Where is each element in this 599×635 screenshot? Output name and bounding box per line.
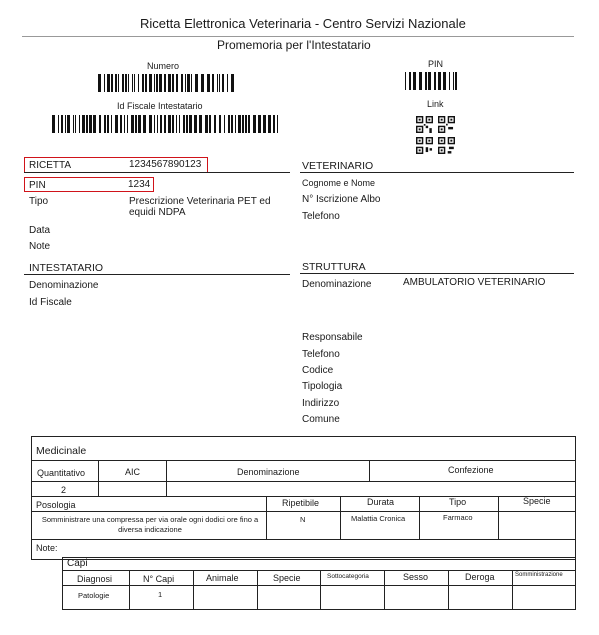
table-divider <box>31 460 576 461</box>
codice-label: Codice <box>302 365 334 376</box>
column-header-deroga: Deroga <box>465 572 495 582</box>
pin-code-label: PIN <box>428 59 444 69</box>
column-header-specie: Specie <box>273 573 301 583</box>
veterinario-underline <box>300 172 574 173</box>
link-label: Link <box>427 99 444 109</box>
column-header-durata: Durata <box>367 497 395 507</box>
table-divider <box>340 496 341 539</box>
intestatario-id-fiscale-label: Id Fiscale <box>29 297 72 308</box>
column-header-sesso: Sesso <box>403 572 429 582</box>
column-header-somministrazione: Somministrazione <box>515 572 563 578</box>
column-header-posologia: Posologia <box>36 500 76 510</box>
id-fiscale-barcode <box>52 115 280 133</box>
table-divider <box>62 585 576 586</box>
qr-code-icon <box>416 116 433 133</box>
responsabile-label: Responsabile <box>302 332 363 343</box>
tipo-value: Farmaco <box>443 513 473 522</box>
pin-barcode <box>405 72 460 90</box>
tipo-label: Tipo <box>29 196 49 207</box>
capi-outer <box>62 557 576 610</box>
table-divider <box>419 496 420 539</box>
diagnosi-value: Patologie <box>78 591 110 600</box>
veterinario-telefono-label: Telefono <box>302 211 340 222</box>
pin-value: 1234 <box>128 179 151 190</box>
header-divider <box>22 36 574 37</box>
intestatario-heading: INTESTATARIO <box>29 262 104 274</box>
struttura-telefono-label: Telefono <box>302 349 340 360</box>
durata-value: Malattia Cronica <box>351 514 406 523</box>
posologia-value: Somministrare una compressa per via orale ogni dodici ore fino a diversa indicazione <box>41 515 259 534</box>
capi-heading: Capi <box>67 558 88 569</box>
document-subtitle: Promemoria per l'Intestatario <box>217 38 371 52</box>
tipologia-label: Tipologia <box>302 381 343 392</box>
numero-label: Numero <box>147 61 180 71</box>
column-header-n-capi: N° Capi <box>143 574 175 584</box>
table-divider <box>193 570 194 610</box>
table-divider <box>31 539 576 540</box>
table-divider <box>31 511 576 512</box>
column-header-diagnosi: Diagnosi <box>77 574 113 584</box>
veterinario-heading: VETERINARIO <box>302 160 374 172</box>
table-divider <box>266 496 267 539</box>
intestatario-denominazione-label: Denominazione <box>29 280 99 291</box>
medicinale-heading: Medicinale <box>36 445 87 457</box>
table-divider <box>129 570 130 610</box>
ricetta-value: 1234567890123 <box>129 159 202 170</box>
struttura-denominazione-value: AMBULATORIO VETERINARIO <box>403 277 546 288</box>
table-divider <box>384 570 385 610</box>
table-divider <box>498 496 499 539</box>
cognome-nome-label: Cognome e Nome <box>302 178 376 188</box>
qr-code-icon <box>438 116 455 133</box>
ripetibile-value: N <box>300 515 306 524</box>
table-divider <box>369 460 370 481</box>
struttura-denominazione-label: Denominazione <box>302 279 372 290</box>
table-divider <box>31 496 576 497</box>
indirizzo-label: Indirizzo <box>302 398 340 409</box>
n-capi-value: 1 <box>158 590 163 599</box>
column-header-denominazione: Denominazione <box>237 467 300 477</box>
column-header-specie: Specie <box>523 496 551 506</box>
table-divider <box>448 570 449 610</box>
struttura-heading: STRUTTURA <box>302 261 366 273</box>
id-fiscale-label: Id Fiscale Intestatario <box>117 101 203 111</box>
quantitativo-value: 2 <box>61 485 67 495</box>
struttura-underline <box>300 273 574 274</box>
column-header-sottocategoria: Sottocategoria <box>327 573 369 580</box>
numero-barcode <box>98 74 235 92</box>
comune-label: Comune <box>302 414 340 425</box>
column-header-animale: Animale <box>206 573 239 583</box>
qr-code-icon <box>416 137 433 154</box>
pin-label: PIN <box>29 180 46 191</box>
table-divider <box>98 460 99 496</box>
table-divider <box>320 570 321 610</box>
table-divider <box>257 570 258 610</box>
note-label: Note <box>29 241 51 252</box>
ricetta-label: RICETTA <box>29 160 72 171</box>
intestatario-underline <box>24 274 290 275</box>
tipo-value: Prescrizione Veterinaria PET ed equidi NDPA <box>129 196 271 218</box>
column-header-quantitativo: Quantitativo <box>37 468 86 478</box>
data-label: Data <box>29 225 51 236</box>
medicinali-note-label: Note: <box>36 543 58 553</box>
column-header-aic: AIC <box>125 467 141 477</box>
table-divider <box>166 460 167 496</box>
table-divider <box>31 481 576 482</box>
iscrizione-albo-label: N° Iscrizione Albo <box>302 194 381 205</box>
qr-code-icon <box>438 137 455 154</box>
column-header-tipo: Tipo <box>449 497 467 507</box>
ricetta-underline <box>24 172 290 173</box>
table-divider <box>512 570 513 610</box>
document-title: Ricetta Elettronica Veterinaria - Centro Servizi Nazionale <box>140 16 466 31</box>
column-header-ripetibile: Ripetibile <box>282 498 320 508</box>
column-header-confezione: Confezione <box>448 465 494 475</box>
table-divider <box>62 570 576 571</box>
